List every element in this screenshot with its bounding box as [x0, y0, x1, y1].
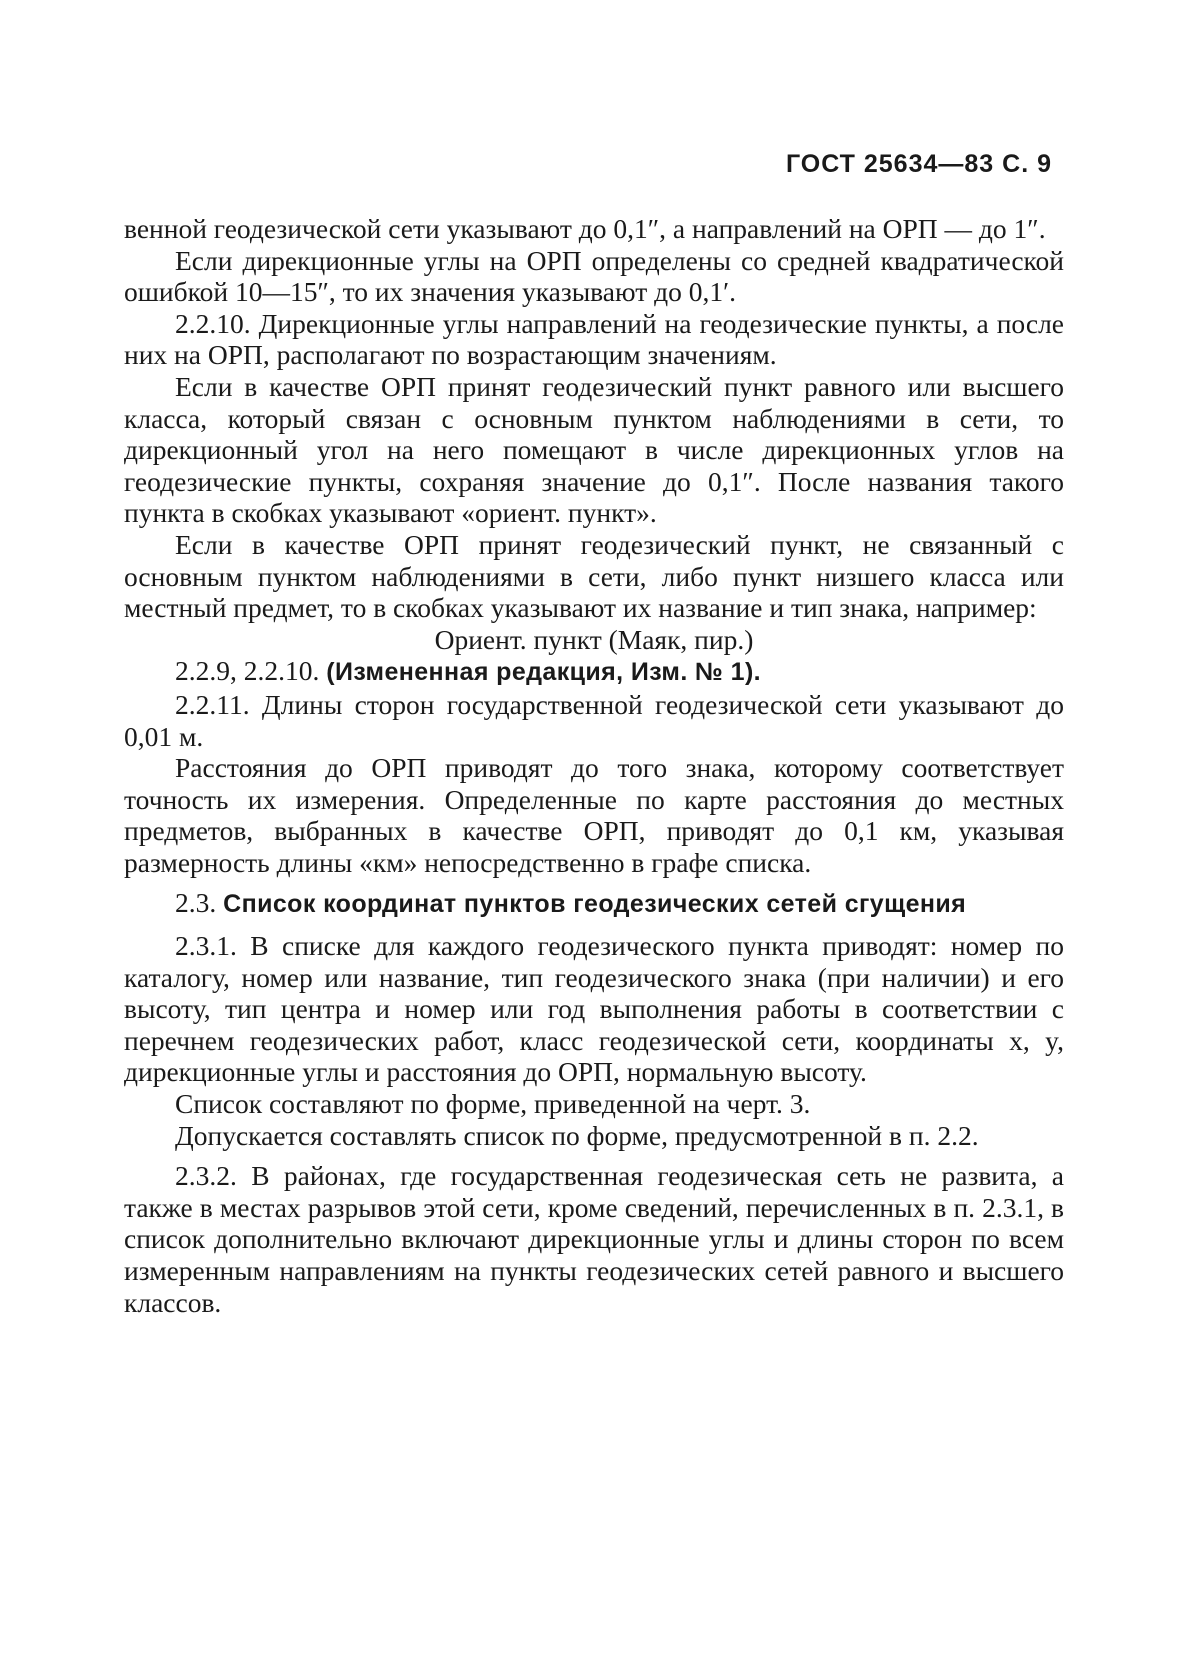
section-heading — [124, 887, 1064, 921]
paragraph: Список составляют по форме, приведенной на черт. 3. — [175, 1088, 811, 1120]
page-header: ГОСТ 25634—83 С. 9 — [785, 150, 1052, 178]
paragraph: 2.2.10. Дирекционные углы направлений на геодезические пункты, а после них на ОРП, располагают по возрастающим значениям. — [124, 307, 1064, 371]
amendment-label: (Измененная редакция, Изм. № 1). — [326, 658, 762, 687]
paragraph: Допускается составлять список по форме, предусмотренной в п. 2.2. — [175, 1119, 979, 1151]
paragraph: венной геодезической сети указывают до 0,1″, а направлений на ОРП — до 1″. — [124, 213, 1046, 244]
paragraph: 2.3.2. В районах, где государственная геодезическая сеть не развита, а также в местах разрывов этой сети, кроме сведений, перечисленных в п. 2.3.1, в список дополнительно включают дирекционные углы и длины сторон по всем измеренным направлениям на пункты геодезических сетей равного и высшего классов. — [124, 1160, 1064, 1318]
paragraph: Если дирекционные углы на ОРП определены со средней квадратической ошибкой 10—15″, то их значения указывают до 0,1′. — [124, 244, 1064, 308]
document-body — [124, 213, 1064, 1318]
paragraph: Расстояния до ОРП приводят до того знака, которому соответствует точность их измерения. Определенные по карте расстояния до местных предметов, выбранных в качестве ОРП, приводят до 0,1 км, указывая размерность длины «км» непосредственно в графе списка. — [124, 752, 1064, 878]
example-line: Ориент. пункт (Маяк, пир.) — [434, 623, 754, 655]
amendment-note — [124, 655, 1064, 689]
section-title: Список координат пунктов геодезических сетей сгущения — [223, 890, 967, 919]
paragraph: 2.3.1. В списке для каждого геодезического пункта приводят: номер по каталогу, номер или название, тип геодезического знака (при наличии) и его высоту, тип центра и номер или год выполнения работы в соответствии с перечнем геодезических работ, класс геодезической сети, координаты x, y, дирекционные углы и расстояния до ОРП, нормальную высоту. — [124, 930, 1064, 1088]
paragraph: 2.2.11. Длины сторон государственной геодезической сети указывают до 0,01 м. — [124, 688, 1064, 752]
amendment-number: 2.2.9, 2.2.10. — [175, 655, 320, 687]
paragraph: Если в качестве ОРП принят геодезический пункт равного или высшего класса, который связан с основным пунктом наблюдениями в сети, то дирекционный угол на него помещают в числе дирекционных углов на геодезические пункты, сохраняя значение до 0,1″. После названия такого пункта в скобках указывают «ориент. пункт». — [124, 370, 1064, 529]
paragraph: Если в качестве ОРП принят геодезический пункт, не связанный с основным пунктом наблюдениями в сети, либо пункт низшего класса или местный предмет, то в скобках указывают их название и тип знака, например: — [124, 528, 1064, 624]
section-number: 2.3. — [175, 887, 217, 919]
